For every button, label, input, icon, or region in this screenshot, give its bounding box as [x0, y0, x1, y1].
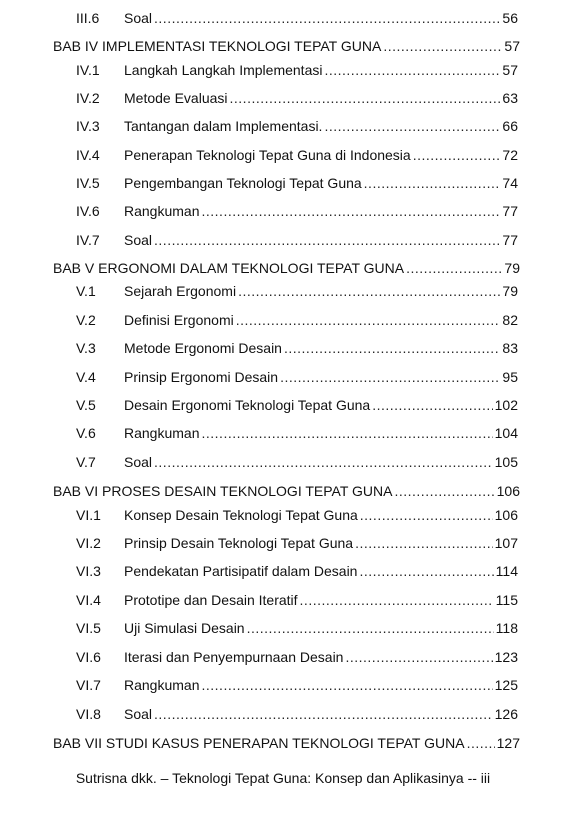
toc-entry-row	[76, 145, 518, 165]
page-footer: Sutrisna dkk. – Teknologi Tepat Guna: Konsep dan Aplikasinya -- iii	[75, 770, 491, 786]
toc-entry-row	[76, 423, 518, 443]
toc-page-number: 74	[502, 175, 518, 191]
toc-page-number: 106	[494, 507, 518, 523]
toc-entry-number: VI.3	[76, 563, 101, 579]
toc-entry-title: Prototipe dan Desain Iteratif	[124, 592, 298, 608]
toc-entry-number: VI.5	[76, 620, 101, 636]
toc-entry-row	[76, 561, 518, 581]
dot-leader	[324, 60, 500, 80]
toc-entry-title: Prinsip Desain Teknologi Tepat Guna	[124, 535, 354, 551]
toc-page-number: 123	[494, 649, 518, 665]
toc-entry-title: Rangkuman	[124, 677, 200, 693]
toc-entry-title: Definisi Ergonomi	[124, 312, 234, 328]
dot-leader	[230, 88, 501, 108]
toc-entry-number: III.6	[76, 10, 100, 26]
toc-entry-row	[76, 618, 518, 638]
toc-chapter-title: BAB VII STUDI KASUS PENERAPAN TEKNOLOGI TEPAT GUNA	[53, 735, 465, 751]
toc-chapter-row	[53, 481, 520, 501]
dot-leader	[324, 116, 500, 136]
toc-entry-row	[76, 338, 518, 358]
dot-leader	[355, 533, 493, 553]
toc-entry-number: IV.1	[76, 62, 100, 78]
toc-entry-number: V.7	[76, 454, 96, 470]
dot-leader	[359, 561, 493, 581]
toc-chapter-row	[53, 733, 520, 753]
toc-entry-number: V.5	[76, 397, 96, 413]
toc-chapter-title: BAB IV IMPLEMENTASI TEKNOLOGI TEPAT GUNA	[53, 38, 382, 54]
toc-chapter-row	[53, 258, 520, 278]
dot-leader	[284, 338, 500, 358]
toc-entry-title: Penerapan Teknologi Tepat Guna di Indonesia	[124, 147, 411, 163]
toc-page-number: 104	[494, 425, 518, 441]
toc-entry-row	[76, 704, 518, 724]
toc-entry-row	[76, 60, 518, 80]
toc-page-number: 72	[502, 147, 518, 163]
dot-leader	[247, 618, 494, 638]
dot-leader	[154, 8, 500, 28]
toc-entry-number: V.6	[76, 425, 96, 441]
toc-entry-row	[76, 230, 518, 250]
toc-entry-row	[76, 8, 518, 28]
toc-page-number: 57	[504, 38, 520, 54]
toc-page-number: 105	[494, 454, 518, 470]
toc-page-number: 95	[502, 369, 518, 385]
toc-entry-title: Rangkuman	[124, 425, 200, 441]
toc-entry-row	[76, 310, 518, 330]
toc-entry-title: Prinsip Ergonomi Desain	[124, 369, 279, 385]
dot-leader	[154, 230, 500, 250]
dot-leader	[372, 395, 492, 415]
dot-leader	[467, 733, 495, 753]
dot-leader	[202, 201, 501, 221]
dot-leader	[236, 310, 501, 330]
toc-page-number: 127	[496, 735, 520, 751]
toc-entry-title: Iterasi dan Penyempurnaan Desain	[124, 649, 344, 665]
dot-leader	[383, 36, 502, 56]
dot-leader	[280, 367, 500, 387]
toc-entry-number: IV.5	[76, 175, 100, 191]
toc-entry-row	[76, 452, 518, 472]
toc-page-number: 114	[495, 563, 518, 579]
toc-entry-title: Metode Evaluasi	[124, 90, 228, 106]
toc-entry-number: VI.8	[76, 706, 101, 722]
toc-entry-row	[76, 590, 518, 610]
dot-leader	[300, 590, 494, 610]
toc-entry-title: Konsep Desain Teknologi Tepat Guna	[124, 507, 358, 523]
toc-entry-title: Pengembangan Teknologi Tepat Guna	[124, 175, 362, 191]
toc-page-number: 79	[504, 260, 520, 276]
dot-leader	[202, 423, 493, 443]
toc-entry-title: Soal	[124, 232, 153, 248]
toc-page-number: 107	[494, 535, 518, 551]
toc-entry-row	[76, 173, 518, 193]
toc-entry-title: Rangkuman	[124, 203, 200, 219]
toc-page-number: 77	[502, 232, 518, 248]
toc-entry-number: IV.6	[76, 203, 100, 219]
toc-page-number: 83	[502, 340, 518, 356]
toc-entry-number: IV.3	[76, 118, 100, 134]
toc-entry-title: Soal	[124, 10, 153, 26]
toc-page-number: 66	[502, 118, 518, 134]
dot-leader	[413, 145, 501, 165]
toc-entry-number: V.3	[76, 340, 96, 356]
dot-leader	[406, 258, 502, 278]
toc-entry-title: Uji Simulasi Desain	[124, 620, 245, 636]
toc-entry-row	[76, 201, 518, 221]
toc-page-number: 115	[495, 592, 518, 608]
toc-chapter-title: BAB V ERGONOMI DALAM TEKNOLOGI TEPAT GUNA	[53, 260, 405, 276]
toc-entry-title: Pendekatan Partisipatif dalam Desain	[124, 563, 358, 579]
toc-entry-title: Soal	[124, 706, 153, 722]
toc-entry-number: IV.2	[76, 90, 100, 106]
toc-entry-number: VI.2	[76, 535, 101, 551]
toc-entry-number: IV.4	[76, 147, 100, 163]
toc-page-number: 126	[494, 706, 518, 722]
toc-entry-title: Desain Ergonomi Teknologi Tepat Guna	[124, 397, 371, 413]
toc-page-number: 106	[496, 483, 520, 499]
toc-entry-title: Soal	[124, 454, 153, 470]
toc-entry-number: VI.6	[76, 649, 101, 665]
toc-entry-number: VI.4	[76, 592, 101, 608]
toc-entry-title: Sejarah Ergonomi	[124, 283, 237, 299]
toc-entry-row	[76, 675, 518, 695]
toc-entry-row	[76, 116, 518, 136]
dot-leader	[345, 647, 492, 667]
toc-entry-row	[76, 505, 518, 525]
toc-entry-number: VI.7	[76, 677, 101, 693]
toc-entry-number: V.2	[76, 312, 96, 328]
toc-chapter-row	[53, 36, 520, 56]
toc-page-number: 56	[502, 10, 518, 26]
dot-leader	[202, 675, 493, 695]
toc-entry-row	[76, 367, 518, 387]
toc-page-number: 77	[502, 203, 518, 219]
toc-entry-title: Metode Ergonomi Desain	[124, 340, 282, 356]
toc-page-number: 102	[494, 397, 518, 413]
toc-entry-title: Langkah Langkah Implementasi	[124, 62, 323, 78]
toc-entry-number: IV.7	[76, 232, 100, 248]
toc-page-number: 63	[502, 90, 518, 106]
toc-entry-row	[76, 88, 518, 108]
toc-entry-number: VI.1	[76, 507, 101, 523]
toc-entry-number: V.4	[76, 369, 96, 385]
toc-page-number: 82	[502, 312, 518, 328]
dot-leader	[154, 704, 493, 724]
toc-page-number: 79	[502, 283, 518, 299]
dot-leader	[360, 505, 493, 525]
dot-leader	[154, 452, 493, 472]
toc-entry-row	[76, 395, 518, 415]
toc-entry-row	[76, 533, 518, 553]
toc-chapter-title: BAB VI PROSES DESAIN TEKNOLOGI TEPAT GUNA	[53, 483, 393, 499]
dot-leader	[238, 281, 500, 301]
toc-page-number: 57	[502, 62, 518, 78]
toc-entry-row	[76, 647, 518, 667]
toc-page-number: 125	[494, 677, 518, 693]
toc-entry-row	[76, 281, 518, 301]
toc-entry-number: V.1	[76, 283, 96, 299]
toc-page-number: 118	[495, 620, 518, 636]
dot-leader	[394, 481, 494, 501]
dot-leader	[364, 173, 501, 193]
toc-entry-title: Tantangan dalam Implementasi.	[124, 118, 323, 134]
